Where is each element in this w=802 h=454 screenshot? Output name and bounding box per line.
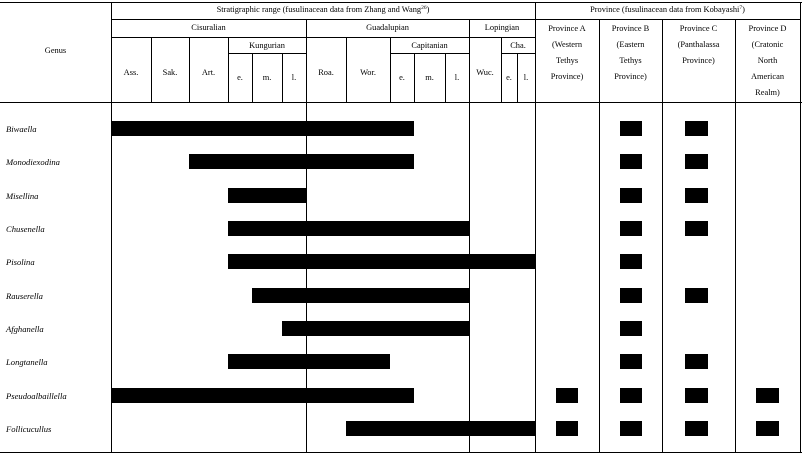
province-occurrence-mark [685,388,708,403]
province-header-line: Realm) [755,88,780,97]
province-header-line: (Panthalassa [677,40,720,49]
province-header-line: (Cratonic [751,40,784,49]
stage-label: l. [523,73,529,82]
genus-name: Chusenella [6,224,45,234]
stage-label: e. [399,73,405,82]
province-occurrence-mark [685,421,708,436]
genus-name: Follicucullus [6,424,52,434]
genus-name: Rauserella [6,291,43,301]
stratigraphic-range-bar [282,321,469,336]
province-header-line: Province A [548,24,586,33]
range-province-divider [535,2,536,452]
title-underline [111,19,800,20]
province-header-line: North [757,56,778,65]
province-occurrence-mark [756,421,779,436]
province-occurrence-mark [556,421,578,436]
stage-label: e. [506,73,512,82]
province-header-line: (Western [551,40,583,49]
table-bottom-rule [0,452,802,453]
stage-label: Wuc. [476,68,494,77]
province-occurrence-mark [685,154,708,169]
right-border [800,2,801,452]
province-occurrence-mark [620,354,642,369]
stage-label: e. [237,73,243,82]
stage-label: Roa. [318,68,334,77]
genus-name: Misellina [6,191,39,201]
stratigraphic-range-bar [189,154,414,169]
province-occurrence-mark [620,388,642,403]
province-header-line: Tethys [619,56,642,65]
kungurian-underline [228,53,306,54]
stratigraphic-range-bar [346,421,535,436]
province-occurrence-mark [685,188,708,203]
province-header-line: American [750,72,785,81]
province-divider [662,19,663,452]
stage-label: Art. [201,68,216,77]
province-header-line: Province B [611,24,650,33]
stage-label: m. [262,73,272,82]
province-occurrence-mark [685,121,708,136]
stratigraphic-range-title: Stratigraphic range (fusulinacean data from Zhang and Wang$^{26}$) [216,5,430,14]
province-occurrence-mark [685,221,708,236]
series-label: Cisuralian [191,23,226,32]
province-occurrence-mark [685,354,708,369]
province-header-line: Province) [614,72,647,81]
genus-name: Pseudoalbaillella [6,391,67,401]
province-occurrence-mark [620,254,642,269]
province-divider [599,19,600,452]
stage-label: Sak. [162,68,178,77]
stratigraphic-range-bar [228,188,306,203]
province-header-line: (Eastern [616,40,645,49]
genus-name: Longtanella [6,357,48,367]
stage-label: l. [291,73,297,82]
changhsingian-underline [501,53,535,54]
capitanian-underline [390,53,469,54]
province-occurrence-mark [620,321,642,336]
series-label: Lopingian [484,23,520,32]
province-header-line: Province) [682,56,715,65]
province-occurrence-mark [620,121,642,136]
header-bottom-rule [0,102,802,103]
table-top-rule [0,2,802,3]
province-occurrence-mark [620,288,642,303]
province-header-line: Province) [550,72,584,81]
province-occurrence-mark [620,154,642,169]
stratigraphic-range-bar [252,288,469,303]
province-header-line: Tethys [555,56,579,65]
province-header-line: Province C [679,24,718,33]
stratigraphic-range-bar [228,354,390,369]
series-underline [111,37,535,38]
province-occurrence-mark [620,188,642,203]
genus-name: Afghanella [6,324,44,334]
genus-name: Pisolina [6,257,35,267]
stratigraphic-range-bar [111,388,414,403]
province-title: Province (fusulinacean data from Kobayashi$^7$) [590,5,745,14]
stratigraphic-range-bar [111,121,414,136]
stage-label: l. [454,73,460,82]
guadalupian-lopingian-boundary [469,19,470,452]
stratigraphic-range-bar [228,221,469,236]
stage-label: Ass. [123,68,139,77]
stratigraphic-range-bar [228,254,535,269]
stage-group-label: Kungurian [249,41,285,50]
genus-name: Monodiexodina [6,157,60,167]
stage-group-label: Capitanian [411,41,448,50]
genus-header: Genus [44,46,67,55]
province-occurrence-mark [685,288,708,303]
stage-label: m. [425,73,434,82]
province-header-line: Province D [748,24,787,33]
province-divider [735,19,736,452]
genus-name: Biwaella [6,124,37,134]
stage-group-label: Cha. [510,41,526,50]
province-occurrence-mark [620,221,642,236]
province-occurrence-mark [620,421,642,436]
series-label: Guadalupian [366,23,409,32]
province-occurrence-mark [756,388,779,403]
province-occurrence-mark [556,388,578,403]
stage-label: Wor. [360,68,376,77]
